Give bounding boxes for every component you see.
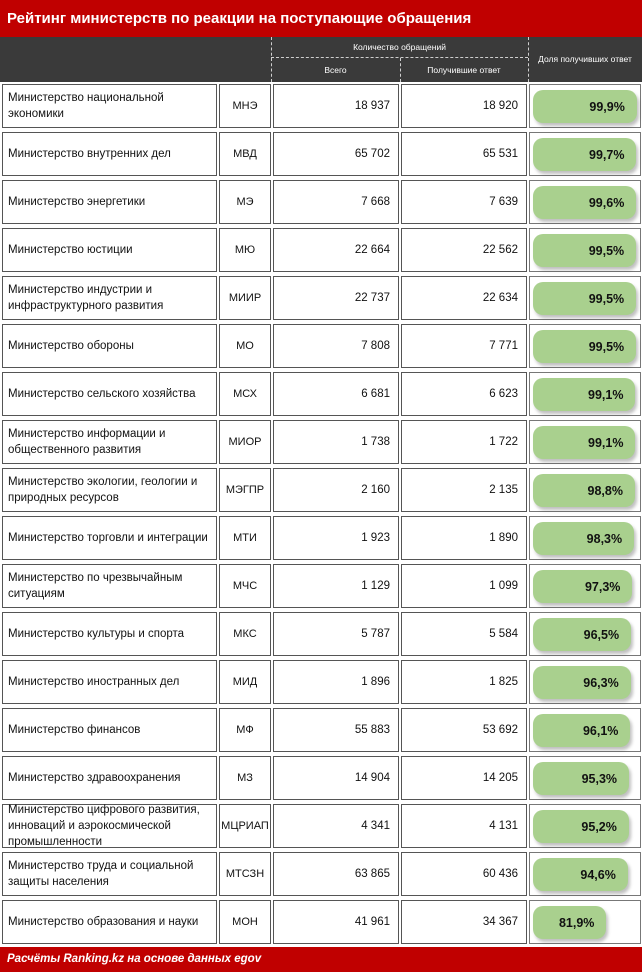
answered-count: 4 131 [401,804,527,848]
ministry-abbr: МИД [219,660,271,704]
total-count: 22 737 [273,276,399,320]
ministry-name [2,756,217,800]
ministry-abbr: МЦРИАП [219,804,271,848]
share-bar [533,570,632,603]
ministry-name [2,900,217,944]
ministry-name [2,564,217,608]
answered-count: 5 584 [401,612,527,656]
ministry-abbr: МТСЗН [219,852,271,896]
share-cell [529,324,641,368]
answered-count: 6 623 [401,372,527,416]
ministry-name-text: Министерство здравоохранения [8,772,181,784]
share-cell [529,708,641,752]
table-row [0,802,642,850]
share-cell [529,228,641,272]
ministry-abbr: МФ [219,708,271,752]
ministry-name-text: Министерство обороны [8,340,134,352]
share-cell [529,660,641,704]
share-value: 99,5% [588,243,625,258]
ministry-name-text: Министерство индустрии и инфраструктурного развития [8,284,164,312]
share-value: 96,3% [583,675,619,690]
answered-count: 1 825 [401,660,527,704]
answered-count: 18 920 [401,84,527,128]
ministry-name-text: Министерство культуры и спорта [8,628,185,640]
ministry-name-text: Министерство экологии, геологии и природных ресурсов [8,476,198,504]
table-row [0,706,642,754]
table-row [0,466,642,514]
ministry-abbr: МЭ [219,180,271,224]
share-bar [533,138,636,171]
total-count: 6 681 [273,372,399,416]
total-count: 65 702 [273,132,399,176]
share-cell [529,804,641,848]
answered-count: 22 634 [401,276,527,320]
share-value: 99,6% [588,195,625,210]
share-bar [533,378,635,411]
share-cell [529,468,641,512]
share-bar [533,90,637,123]
total-count: 14 904 [273,756,399,800]
ministry-name-text: Министерство образования и науки [8,916,199,928]
answered-count: 22 562 [401,228,527,272]
ministry-name [2,420,217,464]
ministry-abbr: МИОР [219,420,271,464]
table-row [0,82,642,130]
share-cell [529,852,641,896]
total-count: 1 738 [273,420,399,464]
share-value: 99,5% [588,291,625,306]
table-row [0,418,642,466]
share-value: 99,1% [588,387,624,402]
answered-count: 60 436 [401,852,527,896]
ministry-abbr: МТИ [219,516,271,560]
table-row [0,514,642,562]
ministry-name-text: Министерство информации и общественного развития [8,428,166,456]
total-count: 63 865 [273,852,399,896]
answered-count: 53 692 [401,708,527,752]
table-header [0,37,642,82]
share-value: 98,8% [587,483,623,498]
header-answered: Получившие ответ [427,65,501,75]
ministry-name [2,804,217,848]
share-cell [529,132,641,176]
share-bar [533,234,636,267]
total-count: 41 961 [273,900,399,944]
share-bar [533,810,629,843]
ministry-abbr: МВД [219,132,271,176]
ministry-name-text: Министерство национальной экономики [8,92,164,120]
share-bar [533,666,631,699]
share-value: 98,3% [586,531,623,546]
answered-count: 7 771 [401,324,527,368]
share-value: 99,9% [589,99,625,114]
share-value: 99,5% [588,339,625,354]
share-bar [533,762,629,795]
share-value: 99,7% [589,147,625,162]
table-row [0,658,642,706]
ministry-name-text: Министерство юстиции [8,244,133,256]
total-count: 5 787 [273,612,399,656]
answered-count: 14 205 [401,756,527,800]
ministry-name [2,852,217,896]
ministry-abbr: МЧС [219,564,271,608]
share-value: 94,6% [580,867,616,882]
ministry-name-text: Министерство цифрового развития, инноваций и аэрокосмической промышленности [8,804,200,848]
total-count: 7 808 [273,324,399,368]
page-title: Рейтинг министерств по реакции на поступающие обращения [0,0,642,37]
ministry-name [2,228,217,272]
ministry-name-text: Министерство внутренних дел [8,148,171,160]
ministry-name-text: Министерство торговли и интеграции [8,532,208,544]
share-bar [533,186,636,219]
table-row [0,130,642,178]
share-bar [533,714,630,747]
answered-count: 1 722 [401,420,527,464]
source-footer: Расчёты Ranking.kz на основе данных egov [0,947,642,972]
share-bar [533,426,635,459]
table-row [0,226,642,274]
share-bar [533,906,606,939]
share-cell [529,276,641,320]
share-value: 95,3% [581,771,618,786]
ministry-name-text: Министерство сельского хозяйства [8,388,196,400]
share-cell [529,900,641,944]
table-row [0,178,642,226]
share-value: 81,9% [558,915,595,930]
table-row [0,322,642,370]
share-cell [529,372,641,416]
total-count: 4 341 [273,804,399,848]
answered-count: 7 639 [401,180,527,224]
answered-count: 2 135 [401,468,527,512]
share-bar [533,330,636,363]
answered-count: 1 099 [401,564,527,608]
ministry-abbr: МОН [219,900,271,944]
share-bar [533,282,636,315]
ministry-name-text: Министерство труда и социальной защиты населения [8,860,194,888]
table-row [0,370,642,418]
share-value: 99,1% [588,435,624,450]
table-row [0,562,642,610]
ministry-name [2,180,217,224]
share-bar [533,474,635,507]
share-cell [529,564,641,608]
answered-count: 1 890 [401,516,527,560]
ministry-name [2,372,217,416]
ministry-abbr: МКС [219,612,271,656]
answered-count: 65 531 [401,132,527,176]
ministry-abbr: МЗ [219,756,271,800]
total-count: 1 923 [273,516,399,560]
total-count: 2 160 [273,468,399,512]
share-bar [533,522,634,555]
ministry-name [2,660,217,704]
ministry-name [2,276,217,320]
share-bar [533,858,628,891]
answered-count: 34 367 [401,900,527,944]
ministry-name-text: Министерство энергетики [8,196,146,208]
total-count: 22 664 [273,228,399,272]
ministry-name [2,84,217,128]
ministry-name [2,708,217,752]
share-cell [529,84,641,128]
share-value: 95,2% [581,819,617,834]
header-share: Доля получивших ответ [538,54,632,64]
ministry-name-text: Министерство по чрезвычайным ситуациям [8,572,183,600]
table-row [0,850,642,898]
ministry-abbr: МО [219,324,271,368]
share-cell [529,612,641,656]
total-count: 1 129 [273,564,399,608]
share-bar [533,618,631,651]
table-row [0,610,642,658]
total-count: 18 937 [273,84,399,128]
ministry-name [2,468,217,512]
header-group-label: Количество обращений [271,37,528,58]
total-count: 1 896 [273,660,399,704]
ministry-abbr: МЭГПР [219,468,271,512]
total-count: 55 883 [273,708,399,752]
total-count: 7 668 [273,180,399,224]
share-cell [529,180,641,224]
share-cell [529,420,641,464]
share-value: 96,5% [583,627,620,642]
ministry-name [2,132,217,176]
table-row [0,754,642,802]
table-row [0,898,642,946]
ministry-abbr: МНЭ [219,84,271,128]
ministry-name [2,324,217,368]
table-row [0,274,642,322]
ministry-name-text: Министерство финансов [8,724,141,736]
share-value: 97,3% [584,579,621,594]
share-cell [529,516,641,560]
ministry-name-text: Министерство иностранных дел [8,676,180,688]
ministry-name [2,612,217,656]
ministry-name [2,516,217,560]
share-cell [529,756,641,800]
ministry-abbr: МИИР [219,276,271,320]
header-total: Всего [324,65,347,75]
ministry-abbr: МСХ [219,372,271,416]
ministry-abbr: МЮ [219,228,271,272]
table-body [0,82,642,946]
share-value: 96,1% [582,723,619,738]
